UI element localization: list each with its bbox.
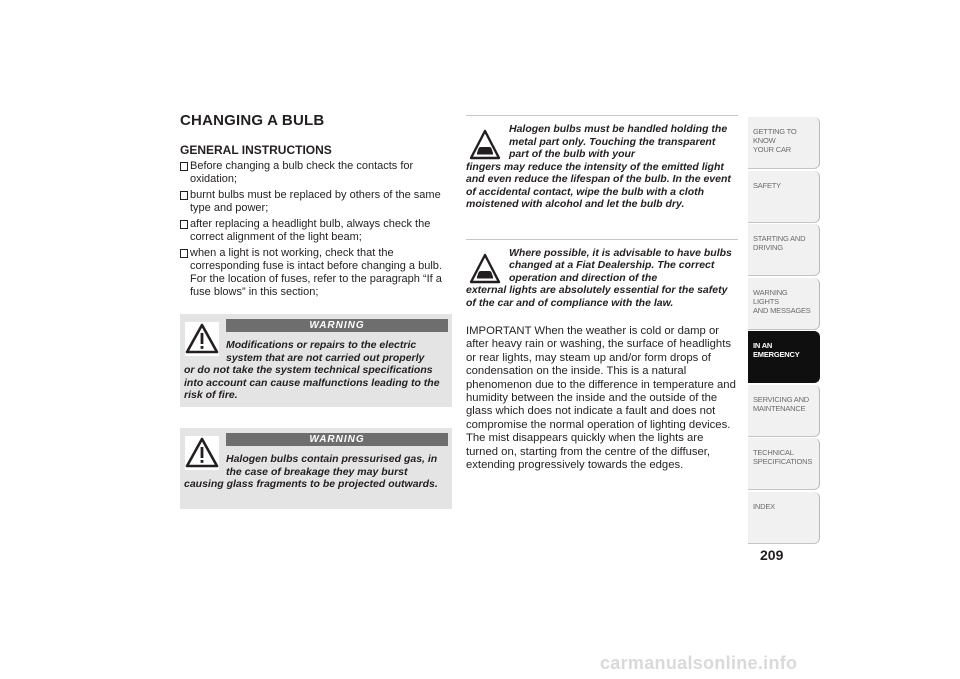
instruction-list: [180, 160, 452, 299]
warning-label: WARNING: [226, 433, 448, 446]
list-item: when a light is not working, check that the corresponding fuse is intact before changing a bulb. For the location of fuses, refer to the paragraph “If a fuse blows” in this section;: [180, 247, 452, 299]
car-note-icon: [469, 253, 501, 285]
tab-warning-lights[interactable]: WARNING LIGHTS AND MESSAGES: [748, 278, 820, 330]
divider: [466, 239, 738, 240]
left-column: [180, 110, 452, 302]
watermark: carmanualsonline.info: [600, 653, 798, 673]
list-item: burnt bulbs must be replaced by others of the same type and power;: [180, 189, 452, 215]
warning-triangle-icon: [185, 436, 219, 470]
important-paragraph: IMPORTANT When the weather is cold or damp or after heavy rain or washing, the surface of headlights or rear lights, may steam up and/or form drops of condensation on the inside. This is a natural phenomenon due to the difference in temperature and humidity between the inside and the outside of the glass which does not indicate a fault and does not compromise the normal operation of lighting devices. The mist disappears quickly when the lights are turned on, starting from the centre of the diffuser, extending progressively towards the edges.: [466, 325, 736, 472]
page-number: 209: [760, 547, 784, 563]
tab-starting-and-driving[interactable]: STARTING AND DRIVING: [748, 224, 820, 276]
note-halogen-handling: Halogen bulbs must be handled holding the metal part only. Touching the transparent part of the bulb with your fingers may reduce the intensity of the emitted light and even reduce the lifespan of the bulb. In the event of accidental contact, wipe the bulb with a cloth moistened with alcohol and let the bulb dry.: [466, 123, 731, 210]
tab-servicing[interactable]: SERVICING AND MAINTENANCE: [748, 385, 820, 437]
warning-box-halogen: [180, 428, 452, 509]
note-dealership: Where possible, it is advisable to have bulbs changed at a Fiat Dealership. The correct operation and direction of the external lights are absolutely essential for the safety of the car and of compliance with the law.: [466, 246, 732, 309]
tab-in-an-emergency[interactable]: IN AN EMERGENCY: [748, 331, 820, 383]
checkbox-bullet-icon: [180, 162, 188, 171]
subheading: GENERAL INSTRUCTIONS: [180, 143, 332, 157]
section-title: CHANGING A BULB: [180, 112, 325, 129]
tab-technical-specifications[interactable]: TECHNICAL SPECIFICATIONS: [748, 438, 820, 490]
checkbox-bullet-icon: [180, 191, 188, 200]
list-item: Before changing a bulb check the contacts for oxidation;: [180, 160, 452, 186]
chapter-tabs: [748, 117, 820, 545]
checkbox-bullet-icon: [180, 220, 188, 229]
warning-text: Modifications or repairs to the electric system that are not carried out properly or do not take the system technical specifications into account can cause malfunctions leading to the risk of fire.: [184, 339, 440, 401]
warning-triangle-icon: [185, 322, 219, 356]
warning-text: Halogen bulbs contain pressurised gas, in the case of breakage they may burst causing glass fragments to be projected outwards.: [184, 453, 438, 490]
warning-box-electric: [180, 314, 452, 407]
warning-label: WARNING: [226, 319, 448, 332]
tab-getting-to-know[interactable]: GETTING TO KNOW YOUR CAR: [748, 117, 820, 169]
tab-index[interactable]: INDEX: [748, 492, 820, 544]
right-column: [466, 115, 738, 472]
checkbox-bullet-icon: [180, 249, 188, 258]
list-item: after replacing a headlight bulb, always check the correct alignment of the light beam;: [180, 218, 452, 244]
car-note-icon: [469, 129, 501, 161]
divider: [466, 115, 738, 116]
tab-safety[interactable]: SAFETY: [748, 171, 820, 223]
